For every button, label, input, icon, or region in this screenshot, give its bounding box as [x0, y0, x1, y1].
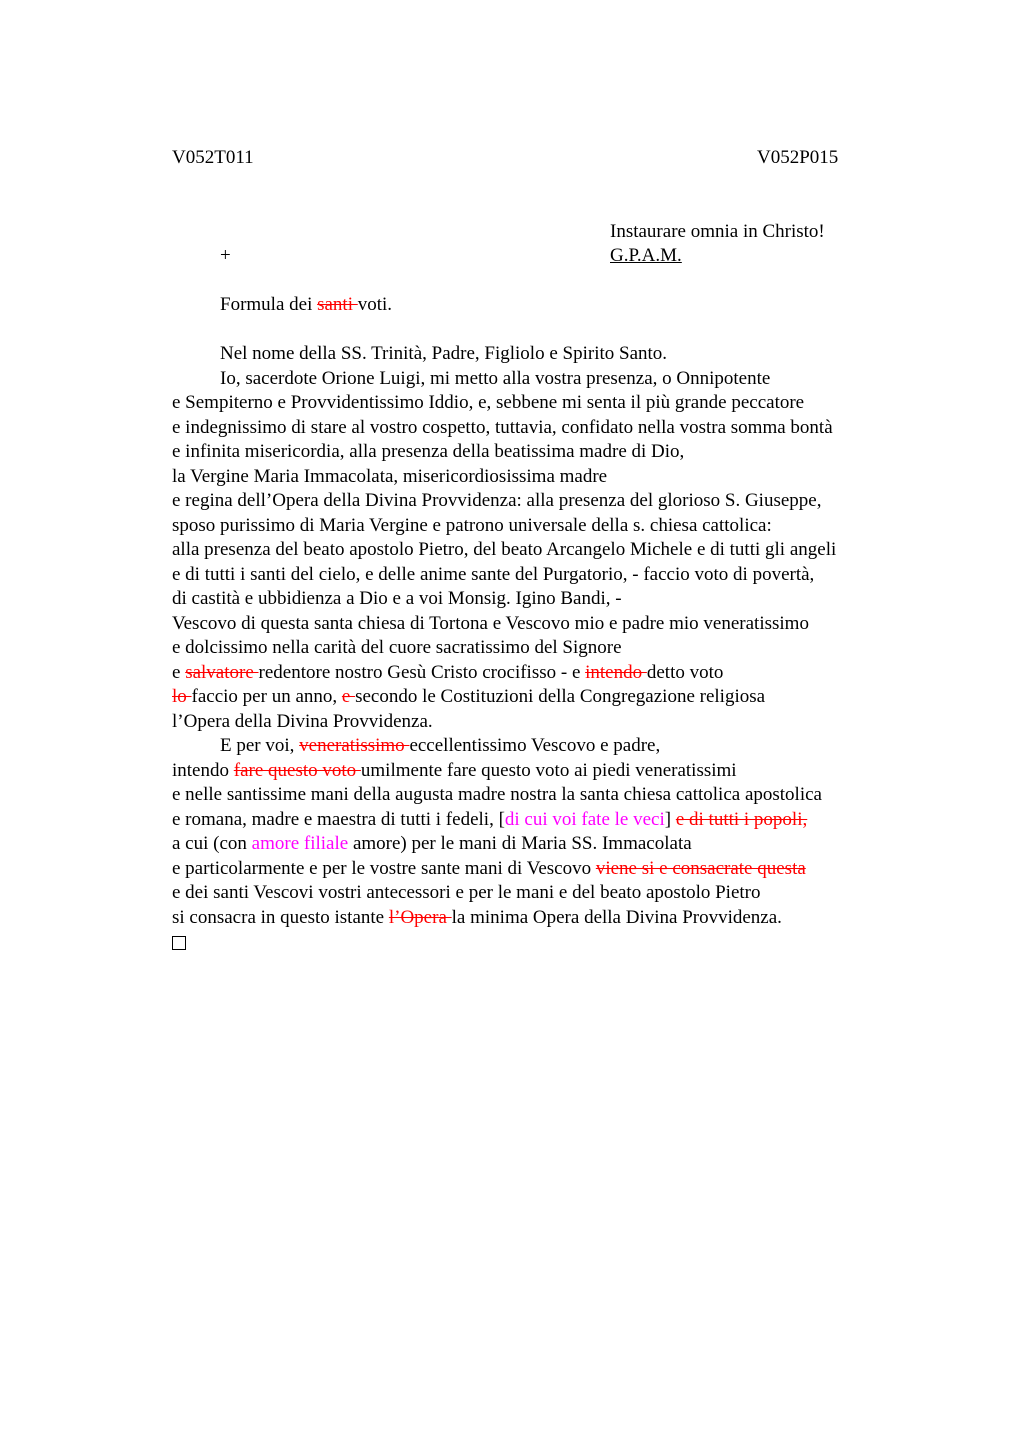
text: intendo — [172, 759, 234, 781]
text: E per voi, — [220, 735, 300, 756]
text-line — [172, 759, 912, 784]
text-line — [172, 808, 912, 833]
deleted-text: lo — [172, 686, 192, 707]
text: sposo purissimo di Maria Vergine e patrono universale della s. chiesa cattolica: — [172, 514, 772, 536]
end-of-document-box-icon — [172, 936, 186, 950]
text-line — [172, 367, 912, 392]
text-line — [172, 440, 912, 465]
deleted-text: salvatore — [185, 661, 259, 683]
text: alla presenza del beato apostolo Pietro, del beato Arcangelo Michele e di tutti gli angeli — [172, 539, 837, 560]
inserted-text: di cui voi fate le veci — [504, 808, 665, 830]
motto-initials: G.P.A.M. — [610, 245, 682, 266]
deleted-text: e — [341, 686, 356, 707]
document-code-right: V052P015 — [757, 147, 839, 168]
text: e Sempiterno e Provvidentissimo Iddio, e, sebbene mi senta il più grande peccatore — [172, 392, 805, 413]
text: si consacra in questo istante — [172, 906, 389, 928]
text: Io, sacerdote Orione Luigi, mi metto alla vostra presenza, o Onnipotente — [220, 367, 771, 389]
text: Nel nome della SS. Trinità, Padre, Figliolo e Spirito Santo. — [220, 343, 668, 364]
text: detto voto — [646, 661, 724, 683]
text-line — [172, 465, 912, 490]
deleted-text: fare questo voto — [233, 759, 361, 781]
text-line — [172, 661, 912, 686]
text: di castità e ubbidienza a Dio e a voi Monsig. Igino Bandi, - — [172, 588, 622, 609]
text: e dolcissimo nella carità del cuore sacratissimo del Signore — [172, 637, 622, 658]
title-prefix: Formula dei — [220, 294, 318, 315]
text: e particolarmente e per le vostre sante mani di Vescovo — [172, 857, 596, 879]
deleted-text: e di tutti i popoli, — [675, 808, 808, 830]
text-line — [172, 514, 912, 539]
text-line — [172, 636, 912, 661]
text: l’Opera della Divina Provvidenza. — [172, 710, 433, 732]
text-line — [172, 906, 912, 931]
text-line — [172, 416, 912, 441]
cross-symbol: + — [220, 245, 231, 266]
text-line — [172, 783, 912, 808]
vow-body — [172, 342, 912, 955]
text: secondo le Costituzioni della Congregazione religiosa — [355, 686, 766, 707]
title-suffix: voti. — [357, 294, 393, 315]
text: e — [172, 661, 186, 683]
text: e di tutti i santi del cielo, e delle anime sante del Purgatorio, - faccio voto di povertà, — [172, 563, 815, 585]
text-line — [172, 587, 912, 612]
text: eccellentissimo Vescovo e padre, — [409, 735, 661, 756]
text-line — [172, 612, 912, 637]
text-line — [172, 734, 912, 759]
text-line — [172, 342, 912, 367]
text-line — [172, 857, 912, 882]
document-code-left: V052T011 — [172, 147, 254, 168]
text: e dei santi Vescovi vostri antecessori e per le mani e del beato apostolo Pietro — [172, 882, 761, 903]
text: la minima Opera della Divina Provvidenza. — [451, 906, 782, 928]
text-line — [172, 930, 912, 955]
text: e romana, madre e maestra di tutti i fedeli, [ — [172, 808, 505, 830]
deleted-text: veneratissimo — [299, 735, 410, 756]
text-line — [172, 685, 912, 710]
title-deleted-word: santi — [317, 294, 358, 315]
text-line — [172, 391, 912, 416]
deleted-text: viene si e consacrate questa — [595, 857, 806, 879]
text: e infinita misericordia, alla presenza della beatissima madre di Dio, — [172, 441, 685, 462]
text: e indegnissimo di stare al vostro cospetto, tuttavia, confidato nella vostra somma bontà — [172, 416, 833, 438]
text: Vescovo di questa santa chiesa di Tortona e Vescovo mio e padre mio veneratissimo — [172, 612, 809, 634]
text-line — [172, 563, 912, 588]
text: amore) per le mani di Maria SS. Immacolata — [348, 833, 692, 854]
text: redentore nostro Gesù Cristo crocifisso - e — [258, 661, 586, 683]
text: e regina dell’Opera della Divina Provvidenza: alla presenza del glorioso S. Giuseppe, — [172, 490, 822, 511]
text: la Vergine Maria Immacolata, misericordiosissima madre — [172, 465, 608, 487]
text: a cui (con — [172, 833, 252, 854]
text: umilmente fare questo voto ai piedi veneratissimi — [360, 759, 737, 781]
motto-line: Instaurare omnia in Christo! — [610, 221, 825, 242]
text-line — [172, 538, 912, 563]
inserted-text: amore filiale — [251, 833, 349, 854]
document-title — [220, 293, 392, 317]
text-line — [172, 832, 912, 857]
deleted-text: l’Opera — [388, 906, 452, 928]
text-line — [172, 710, 912, 735]
text: ] — [664, 808, 676, 830]
text-line — [172, 489, 912, 514]
deleted-text: intendo — [585, 661, 647, 683]
text: faccio per un anno, — [191, 686, 342, 707]
text-line — [172, 881, 912, 906]
text: e nelle santissime mani della augusta madre nostra la santa chiesa cattolica apostolica — [172, 784, 822, 805]
